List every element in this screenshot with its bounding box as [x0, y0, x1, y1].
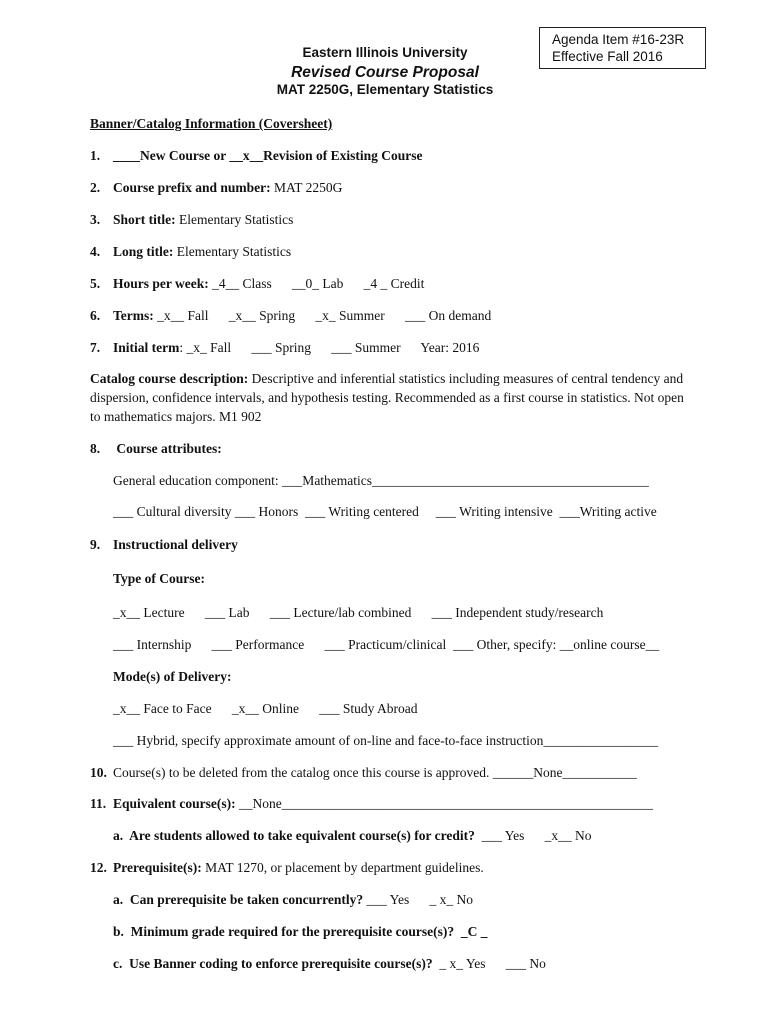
item-4: 4. Long title: Elementary Statistics: [90, 244, 292, 259]
item-9: 9. Instructional delivery: [90, 537, 238, 552]
item-8: 8. Course attributes:: [90, 441, 222, 456]
item-11a: a. Are students allowed to take equivalent course(s) for credit? ___ Yes _x__ No: [113, 828, 592, 843]
other-attributes: ___ Cultural diversity ___ Honors ___ Writing centered ___ Writing intensive ___Writing active: [113, 504, 657, 519]
mode-row-1: _x__ Face to Face _x__ Online ___ Study Abroad: [113, 701, 418, 716]
item-5: 5. Hours per week: _4__ Class __0_ Lab _4 _ Credit: [90, 276, 425, 291]
item-1: 1. ____New Course or __x__Revision of Existing Course: [90, 148, 423, 163]
item-12b: b. Minimum grade required for the prerequisite course(s)? _C _: [113, 924, 488, 939]
type-row-2: ___ Internship ___ Performance ___ Practicum/clinical ___ Other, specify: __online course__: [113, 637, 660, 652]
mode-of-delivery-label: Mode(s) of Delivery:: [113, 669, 232, 684]
item-7: 7. Initial term: _x_ Fall ___ Spring ___ Summer Year: 2016: [90, 340, 480, 355]
university-name: Eastern Illinois University: [302, 45, 468, 60]
item-2: 2. Course prefix and number: MAT 2250G: [90, 180, 343, 195]
item-11: 11. Equivalent course(s): __None_______________________________________________________: [90, 796, 653, 811]
type-of-course-label: Type of Course:: [113, 571, 205, 586]
catalog-description: Catalog course description: Descriptive and inferential statistics including measures of central tendency and dispersion, confidence intervals, and hypothesis testing. Recommended as a first course in statistics. Not open to mathematics majors. M1 902: [90, 371, 684, 424]
item-12a: a. Can prerequisite be taken concurrently? ___ Yes _ x_ No: [113, 892, 474, 907]
document-title: Revised Course Proposal: [291, 64, 479, 81]
item-12: 12. Prerequisite(s): MAT 1270, or placement by department guidelines.: [90, 860, 484, 875]
item-12c: c. Use Banner coding to enforce prerequisite course(s)? _ x_ Yes ___ No: [113, 956, 546, 971]
item-6: 6. Terms: _x__ Fall _x__ Spring _x_ Summer ___ On demand: [90, 308, 492, 323]
item-3: 3. Short title: Elementary Statistics: [90, 212, 294, 227]
course-title: MAT 2250G, Elementary Statistics: [276, 82, 494, 97]
gen-ed-component: General education component: ___Mathematics_________________________________________: [113, 473, 649, 488]
item-10: 10. Course(s) to be deleted from the catalog once this course is approved. ______None___________: [90, 765, 637, 780]
section-title: Banner/Catalog Information (Coversheet): [90, 116, 333, 131]
agenda-item: Agenda Item #16-23R: [552, 32, 685, 47]
agenda-effective: Effective Fall 2016: [552, 49, 663, 64]
mode-row-2: ___ Hybrid, specify approximate amount of on-line and face-to-face instruction_________________: [113, 733, 659, 748]
type-row-1: _x__ Lecture ___ Lab ___ Lecture/lab combined ___ Independent study/research: [113, 605, 604, 620]
